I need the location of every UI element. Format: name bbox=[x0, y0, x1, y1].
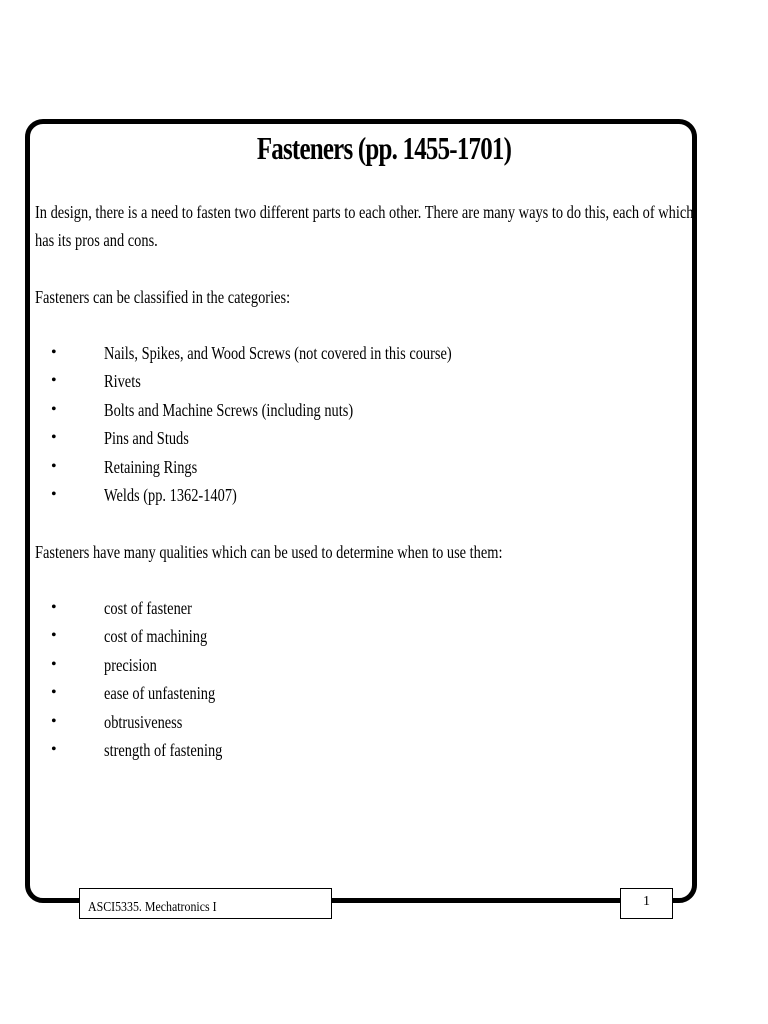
bullet-icon: • bbox=[51, 457, 57, 475]
list-item-text: Rivets bbox=[104, 371, 141, 392]
bullet-icon: • bbox=[51, 627, 57, 645]
bullet-icon: • bbox=[51, 429, 57, 447]
bullet-icon: • bbox=[51, 712, 57, 730]
list-item-text: cost of machining bbox=[104, 626, 208, 647]
qualities-intro: Fasteners have many qualities which can be used to determine when to use them: bbox=[35, 542, 503, 562]
page-number: 1 bbox=[643, 894, 650, 909]
footer-page-box bbox=[620, 888, 673, 919]
bullet-icon: • bbox=[51, 485, 57, 503]
bullet-icon: • bbox=[51, 599, 57, 616]
bullet-icon: • bbox=[51, 740, 57, 758]
footer-course-box bbox=[79, 888, 332, 919]
list-item-text: precision bbox=[104, 654, 157, 675]
list-item-text: obtrusiveness bbox=[104, 711, 183, 732]
bullet-icon: • bbox=[51, 400, 57, 418]
bullet-icon: • bbox=[51, 655, 57, 673]
list-item-text: ease of unfastening bbox=[104, 683, 216, 704]
bullet-icon: • bbox=[51, 372, 57, 390]
list-item-text: Pins and Studs bbox=[104, 428, 189, 449]
footer-course-label: ASCI5335. Mechatronics I bbox=[88, 900, 217, 915]
intro-paragraph: In design, there is a need to fasten two different parts to each other. There are many ways to do this, each of which has its pros and cons. bbox=[35, 202, 694, 250]
list-item-text: Welds (pp. 1362-1407) bbox=[104, 484, 237, 505]
list-item-text: Nails, Spikes, and Wood Screws (not covered in this course) bbox=[104, 343, 452, 363]
list-item-text: Retaining Rings bbox=[104, 456, 198, 477]
bullet-icon: • bbox=[51, 684, 57, 702]
list-item-text: cost of fastener bbox=[104, 598, 192, 618]
list-item-text: strength of fastening bbox=[104, 739, 223, 760]
bullet-icon: • bbox=[51, 344, 57, 361]
list-item-text: Bolts and Machine Screws (including nuts) bbox=[104, 399, 354, 420]
categories-intro: Fasteners can be classified in the categories: bbox=[35, 287, 291, 307]
slide-title: Fasteners (pp. 1455-1701) bbox=[256, 130, 512, 166]
